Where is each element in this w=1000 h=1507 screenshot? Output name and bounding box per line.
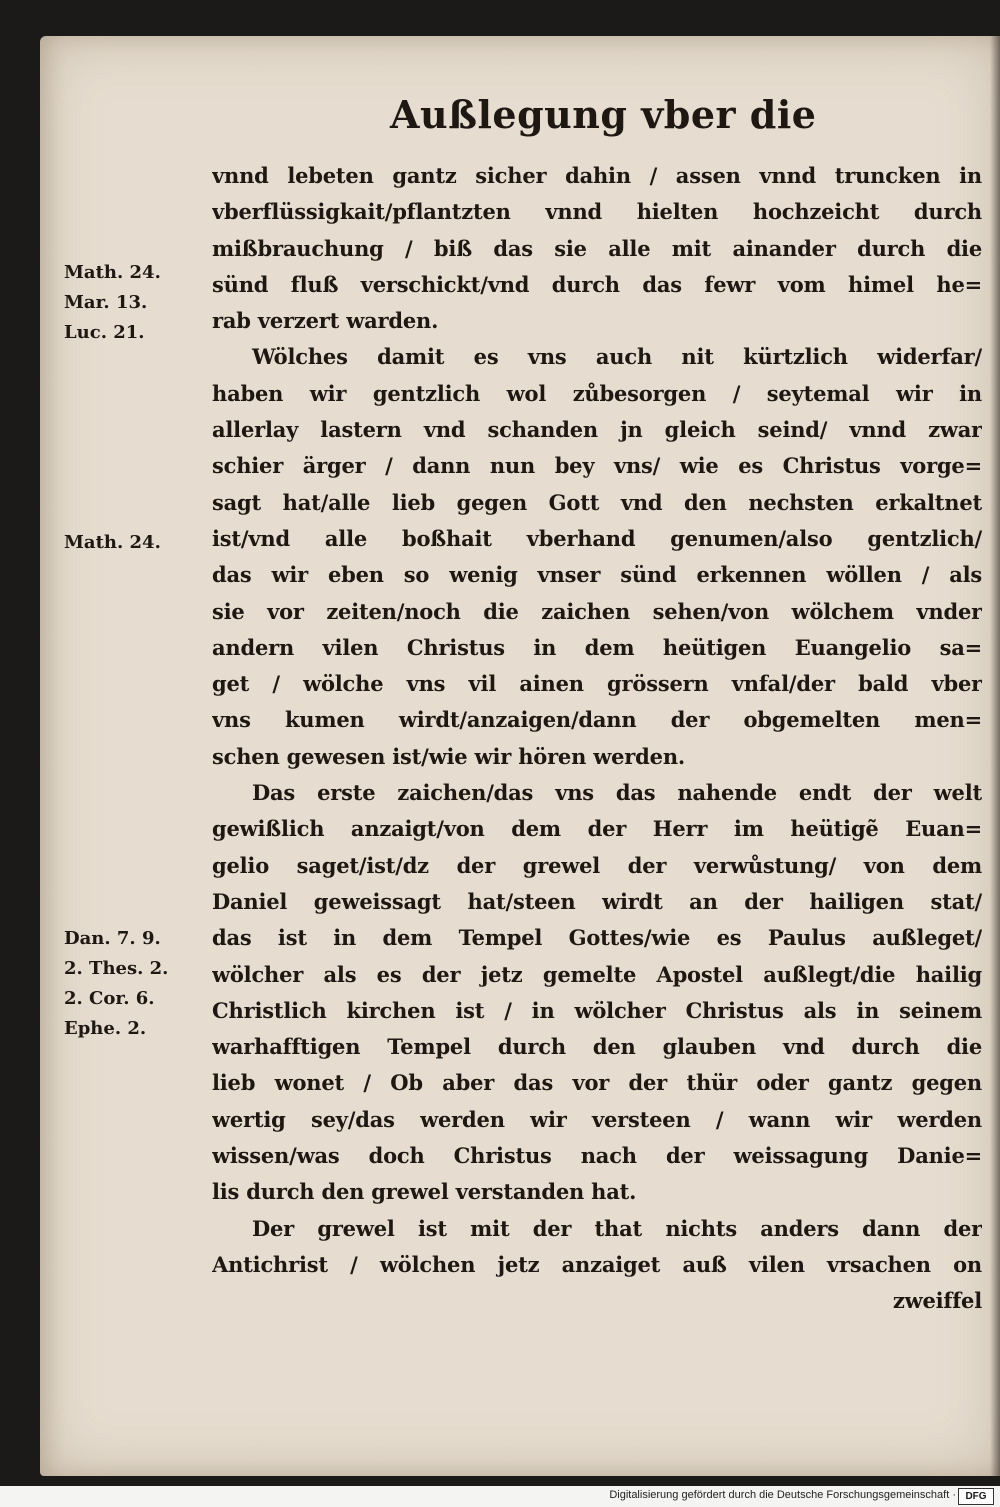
text-line: zweiffel [892,1288,982,1314]
margin-note: Math. 24. [64,262,161,283]
text-line: vnnd lebeten gantz sicher dahin / assen vnnd truncken in [212,163,982,188]
margin-note: Ephe. 2. [64,1018,147,1039]
funding-credit: Digitalisierung gefördert durch die Deutsche Forschungsgemeinschaft · [609,1489,956,1501]
text-line: schier ärger / dann nun bey vns/ wie es Christus vorge= [212,453,982,479]
text-line: Der grewel ist mit der that nichts anders dann der [252,1215,982,1241]
text-line: get / wölche vns vil ainen grössern vnfal/der bald vber [212,671,982,697]
text-line: Das erste zaichen/das vns das nahende endt der welt [252,780,982,806]
text-line: mißbrauchung / biß das sie alle mit ainander durch die [212,235,982,261]
margin-note: 2. Cor. 6. [64,988,155,1009]
text-line: das wir eben so wenig vnser sünd erkennen wöllen / als [212,562,982,588]
text-line: warhafftigen Tempel durch den glauben vnd durch die [212,1034,982,1060]
text-line: vberflüssigkait/pflantzten vnnd hielten hochzeicht durch [212,199,982,225]
text-line: lieb wonet / Ob aber das vor der thür oder gantz gegen [212,1070,982,1096]
footer [0,1486,1000,1507]
text-line: haben wir gentzlich wol zůbesorgen / seytemal wir in [212,380,982,406]
text-line: sie vor zeiten/noch die zaichen sehen/von wölchem vnder [212,598,982,624]
text-line: Wölches damit es vns auch nit kürtzlich widerfar/ [252,344,982,370]
text-line: wertig sey/das werden wir versteen / wann wir werden [212,1106,982,1132]
body-text [212,158,982,1320]
margin-note: Luc. 21. [64,322,145,343]
text-line: wissen/was doch Christus nach der weissagung Danie= [212,1143,982,1169]
text-line: ist/vnd alle boßhait vberhand genumen/also gentzlich/ [212,525,982,551]
margin-note: 2. Thes. 2. [64,958,169,979]
text-line: Christlich kirchen ist / in wölcher Christus als in seinem [212,997,982,1023]
text-line: gelio saget/ist/dz der grewel der verwůstung/ von dem [212,852,982,878]
text-line: sagt hat/alle lieb gegen Gott vnd den nechsten erkaltnet [212,489,982,515]
text-line: gewißlich anzaigt/von dem der Herr im heütigẽ Euan= [212,816,982,842]
dfg-logo: DFG [958,1488,994,1505]
text-line: wölcher als es der jetz gemelte Apostel außlegt/die hailig [212,961,982,987]
running-head: Außlegung vber die [390,92,817,137]
margin-note: Mar. 13. [64,292,148,313]
text-line: das ist in dem Tempel Gottes/wie es Paulus außleget/ [212,925,982,951]
text-line: lis durch den grewel verstanden hat. [212,1179,637,1205]
text-line: allerlay lastern vnd schanden jn gleich seind/ vnnd zwar [212,417,982,443]
text-line: rab verzert warden. [212,308,439,334]
text-line: vns kumen wirdt/anzaigen/dann der obgemelten men= [212,707,982,733]
margin-note: Dan. 7. 9. [64,928,161,949]
text-line: schen gewesen ist/wie wir hören werden. [212,743,685,769]
text-line: andern vilen Christus in dem heütigen Euangelio sa= [212,634,982,660]
text-line: sünd fluß verschickt/vnd durch das fewr vom himel he= [212,271,982,297]
text-line: Antichrist / wölchen jetz anzaiget auß vilen vrsachen on [212,1251,982,1277]
margin-note: Math. 24. [64,532,161,553]
text-line: Daniel geweissagt hat/steen wirdt an der hailigen stat/ [212,888,982,914]
